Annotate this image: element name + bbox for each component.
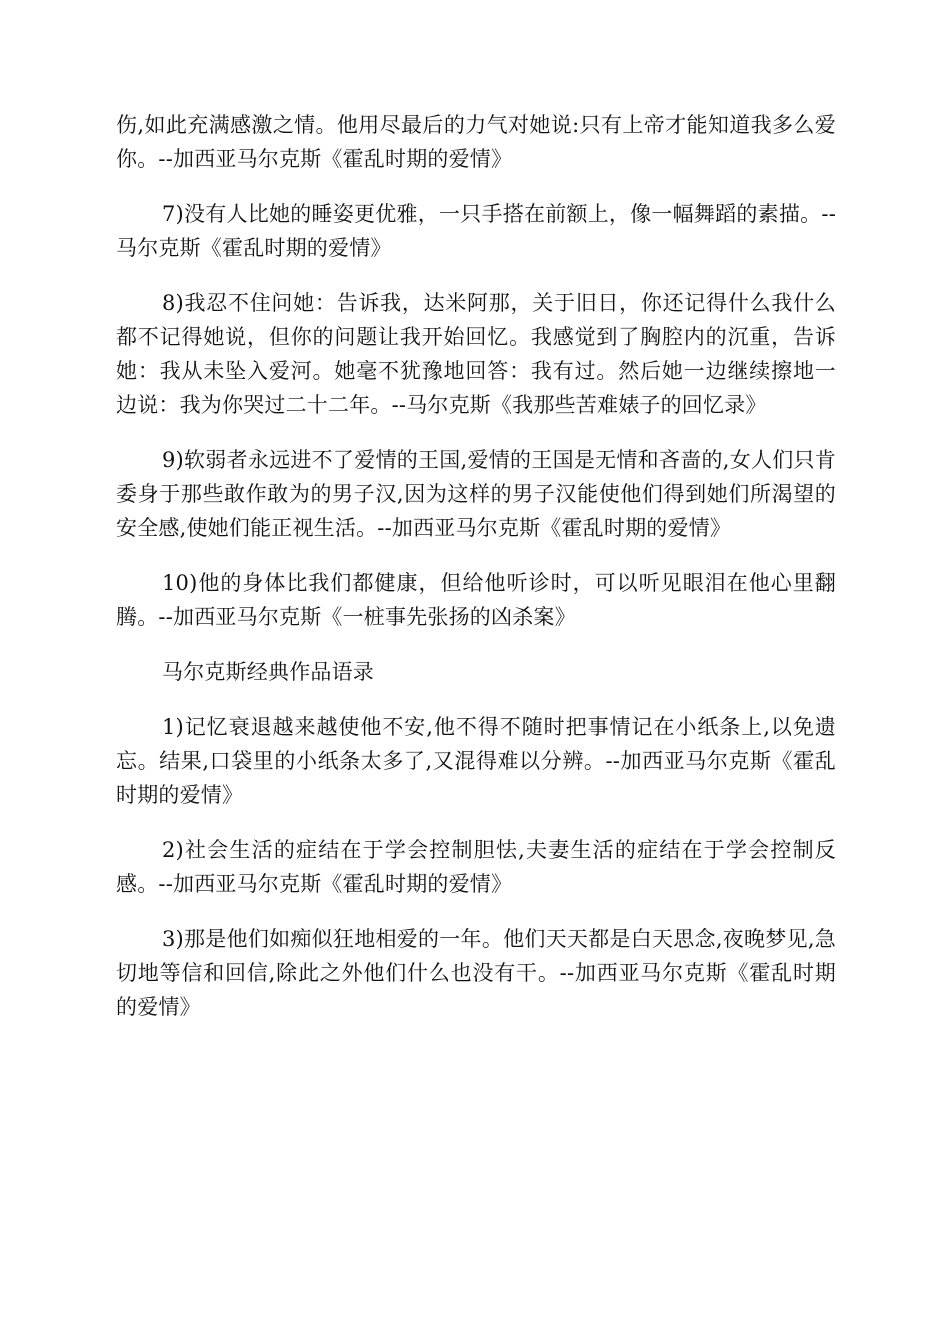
quote-9: 9)软弱者永远进不了爱情的王国,爱情的王国是无情和吝啬的,女人们只肯委身于那些敢作敢为的男子汉,因为这样的男子汉能使他们得到她们所渴望的安全感,使她们能正视生活。--加西亚马尔克斯《霍乱时期的爱情》 xyxy=(116,448,836,540)
section-heading: 马尔克斯经典作品语录 xyxy=(162,660,374,684)
quote-7: 7)没有人比她的睡姿更优雅，一只手搭在前额上，像一幅舞蹈的素描。--马尔克斯《霍乱时期的爱情》 xyxy=(116,202,836,260)
paragraph-continuation: 伤,如此充满感激之情。他用尽最后的力气对她说:只有上帝才能知道我多么爱你。--加西亚马尔克斯《霍乱时期的爱情》 xyxy=(116,113,836,171)
quote-1: 1)记忆衰退越来越使他不安,他不得不随时把事情记在小纸条上,以免遗忘。结果,口袋里的小纸条太多了,又混得难以分辨。--加西亚马尔克斯《霍乱时期的爱情》 xyxy=(116,715,836,807)
quote-2: 2)社会生活的症结在于学会控制胆怯,夫妻生活的症结在于学会控制反感。--加西亚马尔克斯《霍乱时期的爱情》 xyxy=(116,838,836,896)
quote-8: 8)我忍不住问她：告诉我，达米阿那，关于旧日，你还记得什么我什么都不记得她说，但你的问题让我开始回忆。我感觉到了胸腔内的沉重，告诉她：我从未坠入爱河。她毫不犹豫地回答：我有过。然后她一边继续擦地一边说：我为你哭过二十二年。--马尔克斯《我那些苦难婊子的回忆录》 xyxy=(116,291,836,417)
quote-3: 3)那是他们如痴似狂地相爱的一年。他们天天都是白天思念,夜晚梦见,急切地等信和回信,除此之外他们什么也没有干。--加西亚马尔克斯《霍乱时期的爱情》 xyxy=(116,927,836,1019)
document-page xyxy=(116,108,836,1045)
quote-10: 10)他的身体比我们都健康，但给他听诊时，可以听见眼泪在他心里翻腾。--加西亚马尔克斯《一桩事先张扬的凶杀案》 xyxy=(116,571,836,629)
